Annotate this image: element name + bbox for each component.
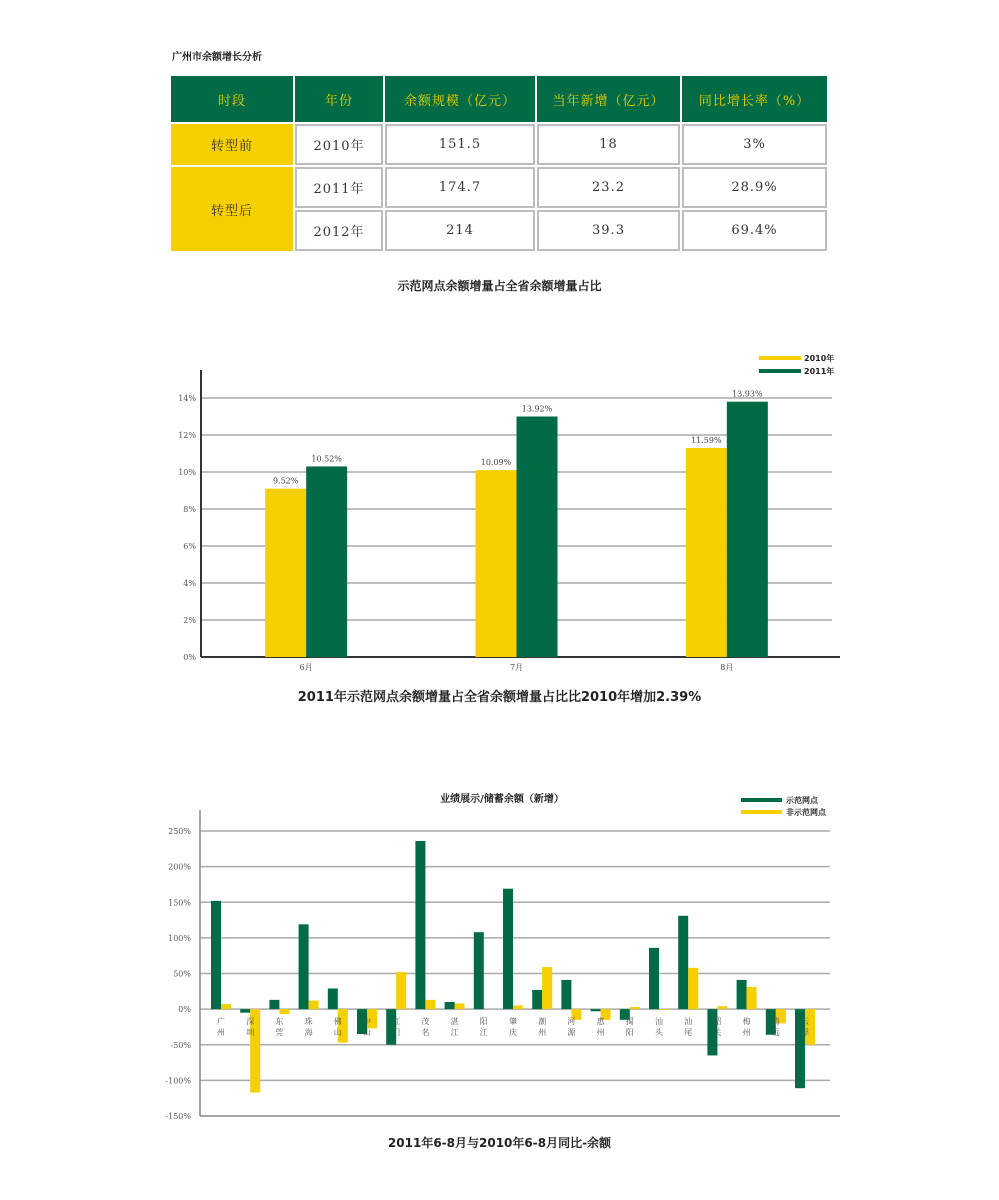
- bar: [659, 1009, 669, 1010]
- cell-growth: 69.4%: [682, 210, 827, 251]
- cell-new: 39.3: [537, 210, 680, 251]
- bar: [517, 417, 558, 658]
- x-tick-label: 浮: [801, 1028, 809, 1038]
- data-label: 10.52%: [311, 454, 342, 464]
- bar: [476, 470, 517, 657]
- x-tick-label: 江: [479, 1028, 488, 1038]
- bar: [747, 987, 757, 1009]
- y-tick-label: 8%: [183, 505, 196, 514]
- data-label: 13.93%: [732, 389, 763, 399]
- x-tick-label: 头: [655, 1028, 663, 1038]
- x-tick-label: 江: [450, 1028, 459, 1038]
- bar: [386, 1009, 396, 1045]
- cell-growth: 28.9%: [682, 167, 827, 208]
- header-year: 年份: [295, 76, 383, 122]
- x-tick-label: 肇: [509, 1017, 517, 1027]
- x-tick-label: 州: [742, 1028, 751, 1038]
- y-tick-label: 12%: [178, 431, 196, 440]
- x-tick-label: 莞: [275, 1028, 284, 1038]
- bar: [328, 988, 338, 1009]
- y-tick-label: 50%: [173, 969, 191, 979]
- y-tick-label: 0%: [183, 653, 196, 662]
- x-tick-label: 庆: [509, 1028, 517, 1038]
- x-tick-label: 远: [771, 1028, 780, 1038]
- x-tick-label: 6月: [299, 663, 313, 672]
- chart-2-svg: [0, 780, 999, 1125]
- period-after: 转型后: [171, 167, 293, 251]
- bar: [561, 980, 571, 1009]
- header-growth: 同比增长率（%）: [682, 76, 827, 122]
- bar: [542, 967, 552, 1009]
- y-tick-label: 6%: [183, 542, 196, 551]
- y-tick-label: 250%: [168, 827, 191, 836]
- bar: [240, 1009, 250, 1013]
- bar: [425, 1000, 435, 1009]
- cell-new: 18: [537, 124, 680, 165]
- table-header-row: [171, 76, 827, 122]
- table-row: [171, 124, 827, 165]
- bar: [299, 924, 309, 1009]
- cell-balance: 214: [385, 210, 535, 251]
- x-tick-label: 关: [713, 1028, 722, 1038]
- x-tick-label: 梅: [742, 1017, 751, 1027]
- y-tick-label: -150%: [165, 1112, 191, 1121]
- y-tick-label: 0%: [178, 1005, 191, 1015]
- bar: [306, 466, 347, 657]
- bar: [396, 972, 406, 1009]
- table-row: [171, 167, 827, 208]
- y-tick-label: 2%: [183, 616, 196, 625]
- x-tick-label: 清: [771, 1017, 780, 1027]
- legend-label: 2010年: [804, 354, 835, 363]
- bar: [805, 1009, 815, 1045]
- bar: [688, 968, 698, 1009]
- x-tick-label: 河: [567, 1017, 576, 1027]
- x-tick-label: 汕: [684, 1017, 693, 1027]
- chart1-caption: 2011年示范网点余额增量占全省余额增量占比比2010年增加2.39%: [297, 690, 702, 705]
- x-tick-label: 山: [363, 1028, 371, 1038]
- x-tick-label: 潮: [538, 1017, 547, 1027]
- chart-1-svg: [0, 340, 999, 680]
- data-label: 13.92%: [521, 404, 553, 414]
- cell-growth: 3%: [682, 124, 827, 165]
- x-tick-label: 韶: [713, 1017, 722, 1027]
- bar: [415, 841, 425, 1009]
- x-tick-label: 源: [567, 1028, 576, 1038]
- bar: [265, 489, 306, 657]
- bar: [649, 948, 659, 1009]
- bar: [503, 889, 513, 1009]
- cell-balance: 151.5: [385, 124, 535, 165]
- chart2-caption: 2011年6-8月与2010年6-8月同比-余额: [387, 1136, 612, 1150]
- cell-year: 2010年: [295, 124, 383, 165]
- x-tick-label: 珠: [304, 1017, 313, 1027]
- header-new: 当年新增（亿元）: [537, 76, 680, 122]
- x-tick-label: 揭: [625, 1017, 634, 1027]
- data-label: 11.59%: [691, 435, 722, 445]
- y-tick-label: -100%: [165, 1076, 191, 1086]
- bar: [532, 990, 542, 1009]
- cell-year: 2012年: [295, 210, 383, 251]
- bar: [591, 1009, 601, 1011]
- bar: [445, 1002, 455, 1009]
- bar: [279, 1009, 289, 1014]
- legend-label: 非示范网点: [786, 808, 826, 817]
- x-tick-label: 阳: [625, 1028, 634, 1038]
- x-tick-label: 阳: [479, 1017, 488, 1027]
- x-tick-label: 东: [275, 1017, 284, 1027]
- bar: [309, 1001, 319, 1010]
- legend-label: 示范网点: [786, 796, 818, 805]
- x-tick-label: 州: [538, 1028, 547, 1038]
- x-tick-label: 汕: [655, 1017, 663, 1027]
- bar: [221, 1004, 231, 1009]
- x-tick-label: 江: [392, 1017, 401, 1027]
- x-tick-label: 广: [217, 1017, 225, 1027]
- data-label: 10.09%: [480, 458, 512, 468]
- growth-table: [169, 74, 829, 253]
- x-tick-label: 门: [392, 1028, 401, 1038]
- x-tick-label: 名: [421, 1028, 430, 1038]
- x-tick-label: 州: [596, 1028, 605, 1038]
- bar: [737, 980, 747, 1009]
- x-tick-label: 山: [333, 1028, 342, 1038]
- x-tick-label: 深: [246, 1017, 255, 1027]
- cell-new: 23.2: [537, 167, 680, 208]
- y-tick-label: -50%: [170, 1040, 191, 1050]
- bar: [630, 1007, 640, 1009]
- data-label: 9.52%: [272, 476, 299, 486]
- x-tick-label: 佛: [333, 1017, 342, 1027]
- bar: [211, 901, 221, 1009]
- header-period: 时段: [171, 76, 293, 122]
- x-tick-label: 州: [217, 1028, 225, 1038]
- bar: [686, 448, 727, 657]
- x-tick-label: 7月: [509, 663, 524, 672]
- x-tick-label: 海: [304, 1028, 313, 1038]
- y-tick-label: 10%: [178, 468, 196, 477]
- bar: [678, 916, 688, 1009]
- x-tick-label: 茂: [421, 1017, 430, 1027]
- x-tick-label: 中: [363, 1017, 371, 1027]
- x-tick-label: 云: [801, 1017, 809, 1027]
- x-tick-label: 湛: [450, 1017, 459, 1027]
- bar: [717, 1006, 727, 1009]
- x-tick-label: 尾: [684, 1028, 693, 1038]
- table-title: 广州市余额增长分析: [172, 52, 262, 63]
- y-tick-label: 4%: [183, 579, 196, 588]
- y-tick-label: 100%: [168, 933, 191, 943]
- x-tick-label: 圳: [246, 1028, 255, 1038]
- bar: [474, 932, 484, 1009]
- legend-label: 2011年: [804, 367, 835, 376]
- x-tick-label: 8月: [720, 663, 734, 672]
- bar: [455, 1003, 465, 1009]
- bar: [727, 402, 768, 657]
- bar: [269, 1000, 279, 1009]
- period-before: 转型前: [171, 124, 293, 165]
- header-balance: 余额规模（亿元）: [385, 76, 535, 122]
- cell-year: 2011年: [295, 167, 383, 208]
- cell-balance: 174.7: [385, 167, 535, 208]
- y-tick-label: 14%: [178, 394, 196, 403]
- y-tick-label: 200%: [168, 862, 191, 872]
- y-tick-label: 150%: [168, 898, 191, 908]
- chart1-title: 示范网点余额增量占全省余额增量占比: [397, 279, 602, 293]
- bar: [513, 1006, 523, 1010]
- chart2-title: 业绩展示/储蓄余额（新增）: [440, 794, 564, 805]
- x-tick-label: 惠: [596, 1017, 605, 1027]
